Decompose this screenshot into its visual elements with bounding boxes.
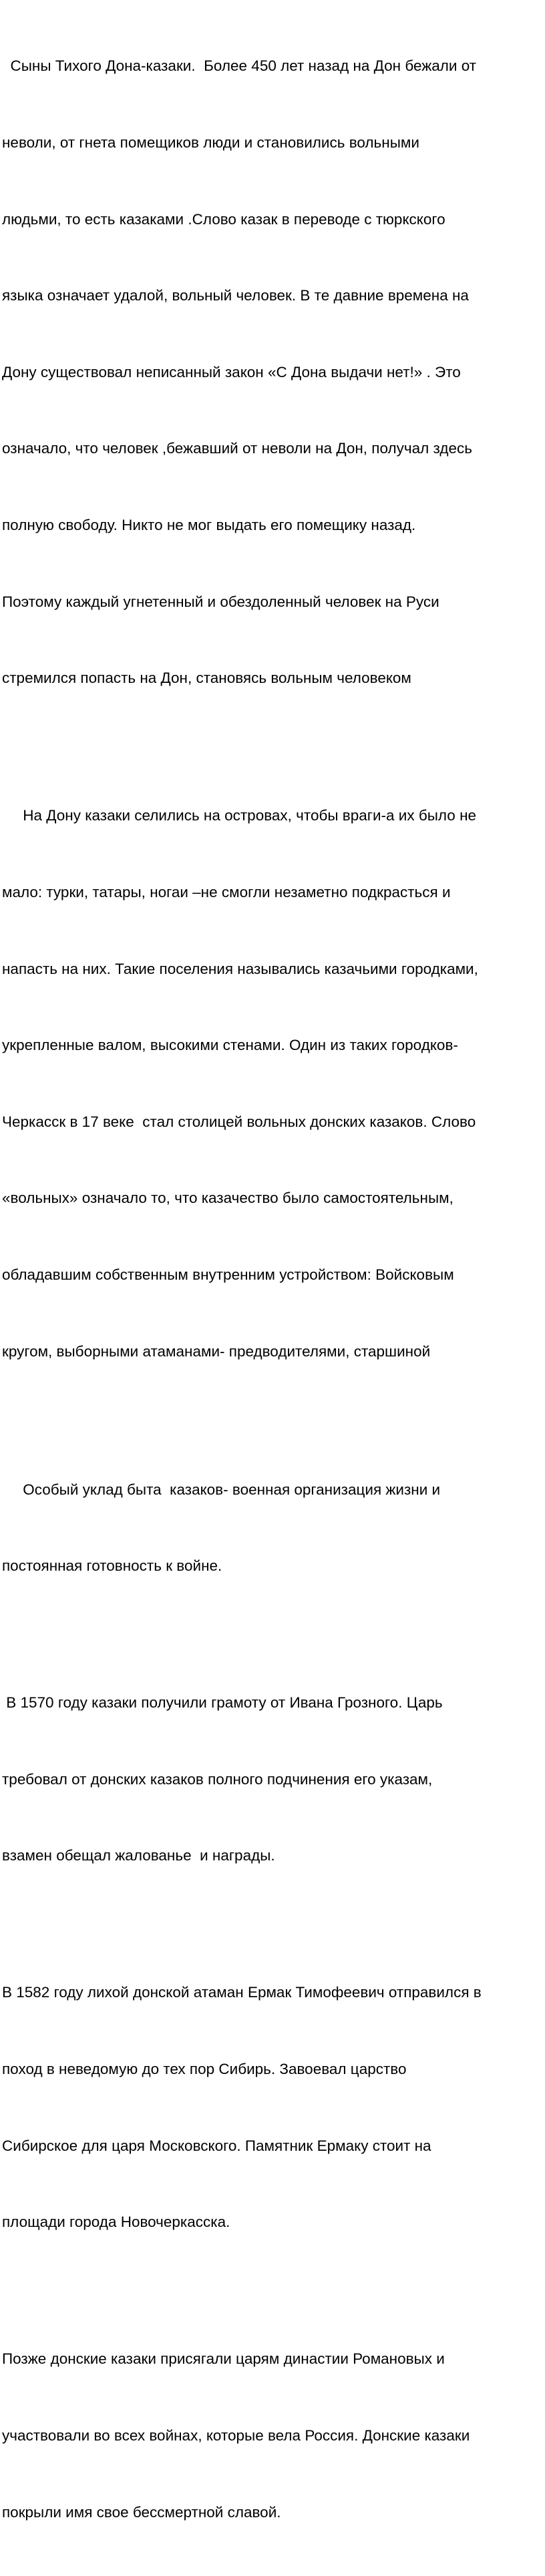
text-line: языка означает удалой, вольный человек. В те давние времена на <box>2 287 469 304</box>
text-line: кругом, выборными атаманами- предводителями, старшиной <box>2 1342 431 1360</box>
text-line: Особый уклад быта казаков- военная организация жизни и <box>2 1481 441 1498</box>
paragraph-way-of-life <box>2 1426 542 1630</box>
text-line: мало: турки, татары, ногаи –не смогли незаметно подкрасться и <box>2 883 451 900</box>
text-line: покрыли имя свое бессмертной славой. <box>2 2503 281 2521</box>
text-line: площади города Новочеркасска. <box>2 2214 230 2231</box>
text-line: поход в неведомую до тех пор Сибирь. Завоевал царство <box>2 2061 407 2078</box>
text-line: Сибирское для царя Московского. Памятник Ермаку стоит на <box>2 2137 431 2154</box>
text-line: укрепленные валом, высокими стенами. Один из таких городков- <box>2 1037 458 1054</box>
text-line: напасть на них. Такие поселения назывались казачьими городками, <box>2 960 478 977</box>
text-line: Дону существовал неписанный закон «С Дона выдачи нет!» . Это <box>2 363 461 380</box>
paragraph-romanov-service <box>2 2296 542 2576</box>
text-line: участвовали во всех войнах, которые вела Россия. Донские казаки <box>2 2426 470 2444</box>
paragraph-1570 <box>2 1639 542 1920</box>
text-line: обладавшим собственным внутренним устройством: Войсковым <box>2 1266 454 1283</box>
text-line: «вольных» означало то, что казачество было самостоятельным, <box>2 1190 453 1207</box>
text-line: Сыны Тихого Дона-казаки. Более 450 лет назад на Дон бежали от <box>2 57 477 75</box>
paragraph-don-cossacks-origin <box>2 3 542 742</box>
text-line: требовал от донских казаков полного подчинения его указам, <box>2 1770 433 1788</box>
text-line: людьми, то есть казаками .Слово казак в переводе с тюркского <box>2 210 445 228</box>
text-line: Позже донские казаки присягали царям династии Романовых и <box>2 2350 445 2368</box>
text-line: постоянная готовность к войне. <box>2 1557 222 1575</box>
text-line: Поэтому каждый угнетенный и обездоленный человек на Руси <box>2 593 439 610</box>
text-line: неволи, от гнета помещиков люди и становились вольными <box>2 134 419 152</box>
text-line: В 1570 году казаки получили грамоту от Ивана Грозного. Царь <box>2 1694 443 1712</box>
paragraph-1582-ermak <box>2 1929 542 2286</box>
text-line: взамен обещал жалованье и награды. <box>2 1847 275 1864</box>
text-line: полную свободу. Никто не мог выдать его помещику назад. <box>2 517 416 534</box>
text-line: означало, что человек ,бежавший от неволи на Дон, получал здесь <box>2 440 472 457</box>
paragraph-cossack-towns <box>2 752 542 1415</box>
text-line: На Дону казаки селились на островах, чтобы враги-а их было не <box>2 807 477 824</box>
text-line: В 1582 году лихой донской атаман Ермак Тимофеевич отправился в <box>2 1984 482 2001</box>
text-line: Черкасск в 17 веке стал столицей вольных донских казаков. Слово <box>2 1113 476 1130</box>
text-line: стремился попасть на Дон, становясь вольным человеком <box>2 670 411 687</box>
